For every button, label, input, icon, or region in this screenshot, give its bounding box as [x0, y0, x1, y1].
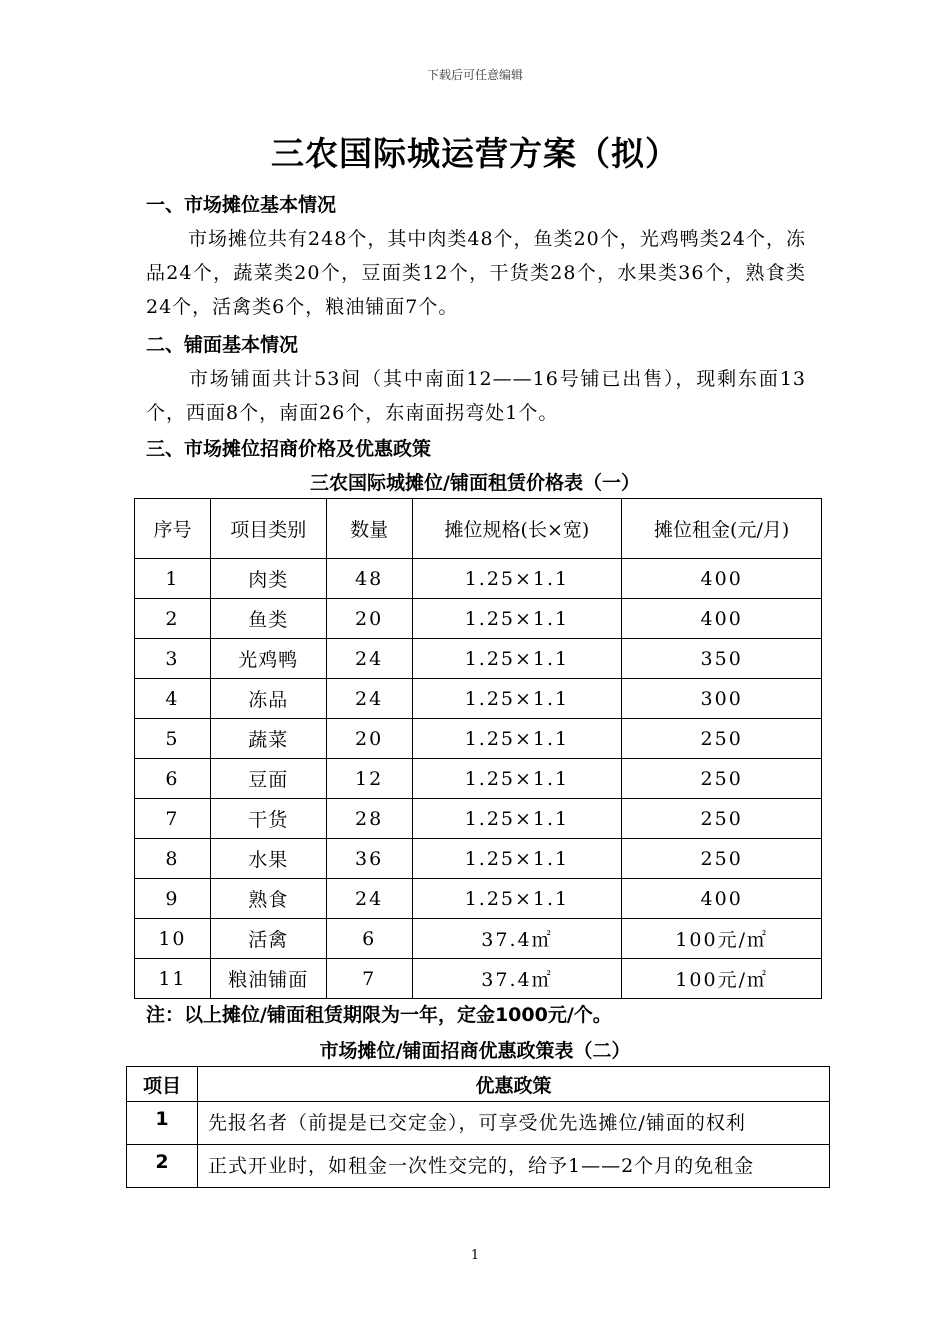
column-header: 项目 [127, 1067, 198, 1102]
table-cell: 400 [622, 559, 822, 599]
column-header: 摊位规格(长×宽) [412, 499, 622, 559]
table-cell: 7 [135, 799, 211, 839]
table-cell: 1 [135, 559, 211, 599]
section-1-heading: 一、市场摊位基本情况 [146, 194, 337, 216]
column-header: 项目类别 [210, 499, 326, 559]
table-cell: 250 [622, 759, 822, 799]
table-cell: 1.25×1.1 [412, 719, 622, 759]
table-cell: 20 [326, 719, 412, 759]
policy-table-header-row [127, 1067, 830, 1102]
table-cell: 24 [326, 879, 412, 919]
table-note: 注：以上摊位/铺面租赁期限为一年，定金1000元/个。 [146, 1004, 612, 1026]
table-cell: 冻品 [210, 679, 326, 719]
table-cell: 250 [622, 799, 822, 839]
table-cell: 9 [135, 879, 211, 919]
table-row [135, 639, 822, 679]
table-cell: 37.4㎡ [412, 919, 622, 959]
section-2-text: 市场铺面共计53间（其中南面12——16号铺已出售），现剩东面13个，西面8个，南面26个，东南面拐弯处1个。 [146, 368, 806, 424]
table-cell: 6 [326, 919, 412, 959]
table-cell: 2 [135, 599, 211, 639]
column-header: 优惠政策 [198, 1067, 830, 1102]
table-cell: 1.25×1.1 [412, 679, 622, 719]
table-cell: 28 [326, 799, 412, 839]
table-row [135, 719, 822, 759]
header-note: 下载后可任意编辑 [426, 68, 523, 82]
table-row [135, 799, 822, 839]
table-cell: 6 [135, 759, 211, 799]
table-cell: 熟食 [210, 879, 326, 919]
section-1-paragraph [146, 222, 806, 324]
table-cell: 光鸡鸭 [210, 639, 326, 679]
table-row [135, 919, 822, 959]
table-cell: 10 [135, 919, 211, 959]
table-row [135, 559, 822, 599]
price-table-caption: 三农国际城摊位/铺面租赁价格表（一） [310, 472, 640, 494]
column-header: 摊位租金(元/月) [622, 499, 822, 559]
section-2-paragraph [146, 362, 806, 430]
table-cell: 1.25×1.1 [412, 799, 622, 839]
table-cell: 肉类 [210, 559, 326, 599]
table-row [135, 959, 822, 999]
table-cell: 干货 [210, 799, 326, 839]
policy-item-text: 先报名者（前提是已交定金），可享受优先选摊位/铺面的权利 [198, 1102, 830, 1145]
table-cell: 100元/㎡ [622, 919, 822, 959]
table-cell: 水果 [210, 839, 326, 879]
table-cell: 100元/㎡ [622, 959, 822, 999]
table-cell: 12 [326, 759, 412, 799]
policy-item-number: 1 [127, 1102, 198, 1145]
price-table-header-row [135, 499, 822, 559]
table-cell: 11 [135, 959, 211, 999]
table-cell: 粮油铺面 [210, 959, 326, 999]
table-row [135, 759, 822, 799]
table-cell: 1.25×1.1 [412, 759, 622, 799]
table-cell: 8 [135, 839, 211, 879]
policy-table-caption: 市场摊位/铺面招商优惠政策表（二） [319, 1040, 631, 1062]
section-1-text: 市场摊位共有248个，其中肉类48个，鱼类20个，光鸡鸭类24个，冻品24个，蔬菜类20个，豆面类12个，干货类28个，水果类36个，熟食类24个，活禽类6个，粮油铺面7个。 [146, 228, 806, 318]
table-cell: 豆面 [210, 759, 326, 799]
document-title: 三农国际城运营方案（拟） [271, 134, 679, 173]
table-cell: 400 [622, 879, 822, 919]
table-cell: 24 [326, 679, 412, 719]
table-cell: 36 [326, 839, 412, 879]
table-row [135, 879, 822, 919]
table-cell: 3 [135, 639, 211, 679]
section-3-heading: 三、市场摊位招商价格及优惠政策 [146, 438, 432, 460]
table-cell: 48 [326, 559, 412, 599]
table-cell: 20 [326, 599, 412, 639]
price-table [134, 498, 822, 999]
policy-table [126, 1066, 830, 1188]
table-cell: 蔬菜 [210, 719, 326, 759]
table-cell: 1.25×1.1 [412, 599, 622, 639]
table-cell: 7 [326, 959, 412, 999]
table-row [135, 839, 822, 879]
table-cell: 37.4㎡ [412, 959, 622, 999]
table-cell: 400 [622, 599, 822, 639]
table-cell: 4 [135, 679, 211, 719]
table-cell: 鱼类 [210, 599, 326, 639]
table-cell: 350 [622, 639, 822, 679]
page-number: 1 [470, 1248, 480, 1263]
table-cell: 1.25×1.1 [412, 639, 622, 679]
table-row [127, 1102, 830, 1145]
table-cell: 1.25×1.1 [412, 879, 622, 919]
table-row [135, 679, 822, 719]
policy-item-number: 2 [127, 1145, 198, 1188]
policy-item-text: 正式开业时，如租金一次性交完的，给予1——2个月的免租金 [198, 1145, 830, 1188]
table-row [135, 599, 822, 639]
table-cell: 1.25×1.1 [412, 559, 622, 599]
column-header: 序号 [135, 499, 211, 559]
table-cell: 5 [135, 719, 211, 759]
table-cell: 250 [622, 719, 822, 759]
table-row [127, 1145, 830, 1188]
column-header: 数量 [326, 499, 412, 559]
table-cell: 300 [622, 679, 822, 719]
table-cell: 24 [326, 639, 412, 679]
table-cell: 活禽 [210, 919, 326, 959]
table-cell: 1.25×1.1 [412, 839, 622, 879]
table-cell: 250 [622, 839, 822, 879]
section-2-heading: 二、铺面基本情况 [146, 334, 299, 356]
